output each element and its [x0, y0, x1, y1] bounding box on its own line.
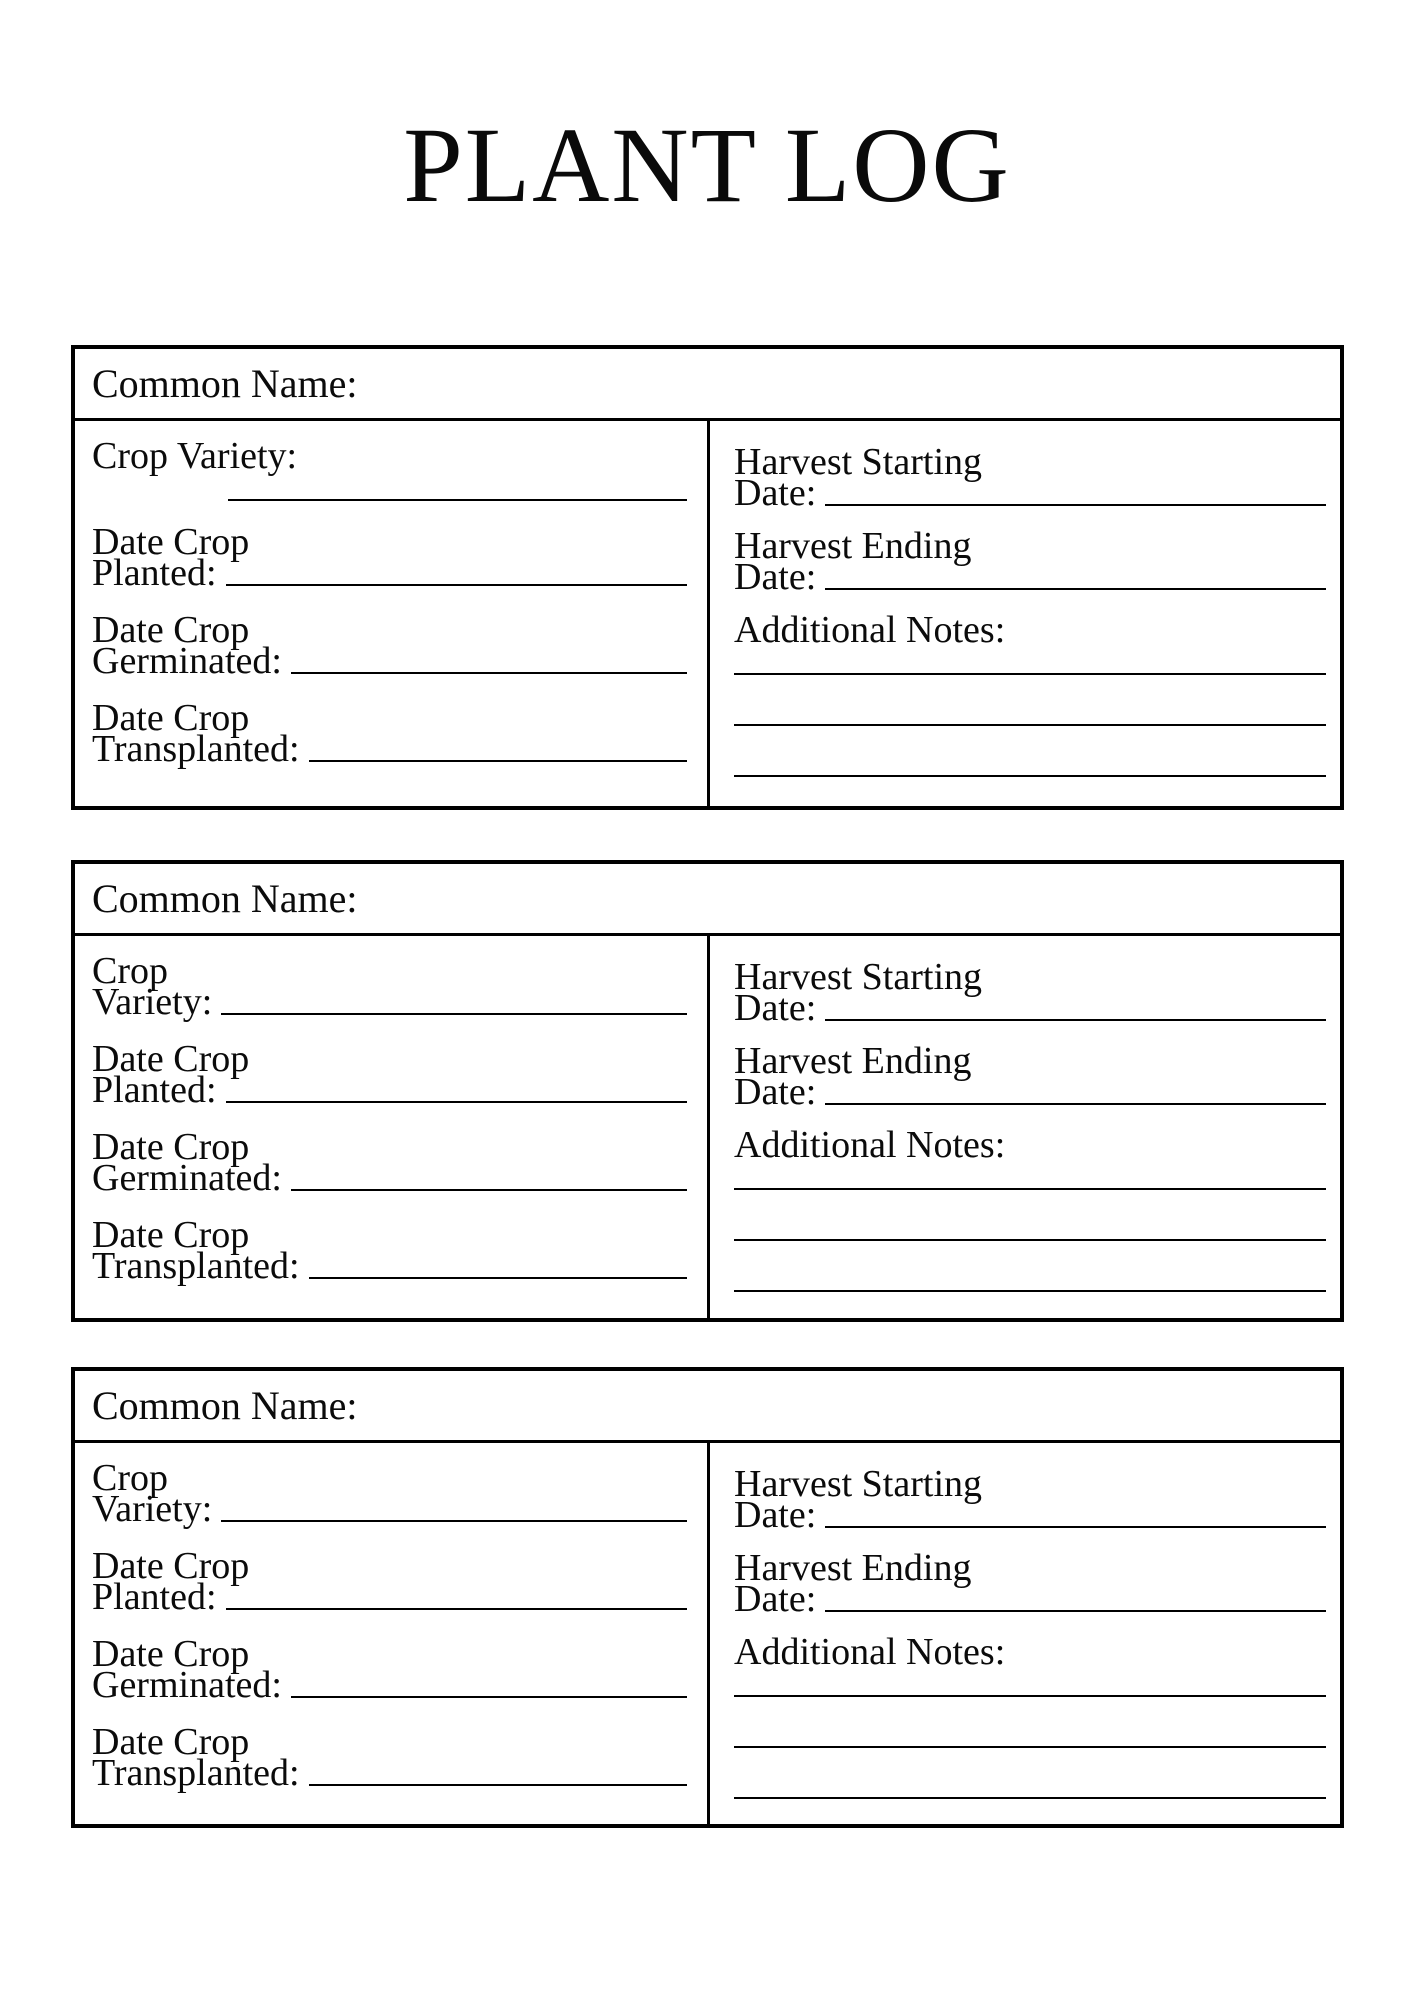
harvest-ending-label-line2: Date: [734, 1578, 817, 1620]
date-planted-label-line2: Planted: [92, 1576, 217, 1618]
additional-notes-input-line[interactable] [734, 1190, 1326, 1241]
harvest-starting-date-input-line[interactable] [825, 1526, 1326, 1528]
harvest-starting-field [734, 441, 1326, 514]
crop-variety-field [92, 1457, 687, 1530]
section-body [75, 421, 1340, 806]
harvest-starting-label-line1: Harvest Starting [734, 1463, 983, 1505]
harvest-starting-label-line1: Harvest Starting [734, 956, 983, 998]
date-transplanted-label-line2: Transplanted: [92, 1245, 300, 1287]
harvest-starting-date-input-line[interactable] [825, 1019, 1326, 1021]
date-germinated-field [92, 1126, 687, 1199]
crop-variety-input-line[interactable] [221, 1013, 687, 1015]
date-planted-input-line[interactable] [226, 1608, 687, 1610]
harvest-details-column [710, 1443, 1340, 1824]
date-germinated-input-line[interactable] [291, 1189, 687, 1191]
date-germinated-input-line[interactable] [291, 1696, 687, 1698]
date-germinated-label-line2: Germinated: [92, 1157, 282, 1199]
crop-variety-field [92, 435, 687, 501]
crop-variety-label-line2: Variety: [92, 981, 213, 1023]
page-title: PLANT LOG [403, 107, 1011, 225]
common-name-row [75, 349, 1340, 421]
date-transplanted-field [92, 697, 687, 770]
crop-details-column [75, 421, 710, 806]
plant-log-section-2 [71, 860, 1344, 1322]
date-transplanted-label-line2: Transplanted: [92, 1752, 300, 1794]
date-germinated-field [92, 609, 687, 682]
harvest-starting-date-input-line[interactable] [825, 504, 1326, 506]
additional-notes-field [734, 609, 1326, 777]
additional-notes-field [734, 1631, 1326, 1799]
date-transplanted-label-line2: Transplanted: [92, 728, 300, 770]
common-name-fill-space[interactable] [358, 864, 1320, 933]
date-transplanted-input-line[interactable] [309, 1784, 687, 1786]
date-transplanted-field [92, 1214, 687, 1287]
date-planted-label-line1: Date Crop [92, 1038, 250, 1080]
plant-log-section-3 [71, 1367, 1344, 1828]
harvest-ending-date-input-line[interactable] [825, 588, 1326, 590]
harvest-ending-field [734, 1040, 1326, 1113]
common-name-row [75, 1371, 1340, 1443]
date-planted-label-line1: Date Crop [92, 521, 250, 563]
common-name-label: Common Name: [92, 360, 358, 406]
date-transplanted-input-line[interactable] [309, 1277, 687, 1279]
additional-notes-input-line[interactable] [734, 1748, 1326, 1799]
date-germinated-label-line2: Germinated: [92, 1664, 282, 1706]
plant-log-section-1 [71, 345, 1344, 810]
additional-notes-input-line[interactable] [734, 675, 1326, 726]
crop-details-column [75, 936, 710, 1318]
date-planted-field [92, 1038, 687, 1111]
date-planted-field [92, 521, 687, 594]
common-name-fill-space[interactable] [358, 1371, 1320, 1440]
harvest-ending-field [734, 1547, 1326, 1620]
crop-details-column [75, 1443, 710, 1824]
date-germinated-label-line2: Germinated: [92, 640, 282, 682]
harvest-ending-label-line2: Date: [734, 556, 817, 598]
harvest-details-column [710, 421, 1340, 806]
additional-notes-label: Additional Notes: [734, 609, 1006, 651]
crop-variety-input-line[interactable] [228, 499, 687, 501]
common-name-label: Common Name: [92, 875, 358, 921]
additional-notes-label: Additional Notes: [734, 1631, 1006, 1673]
harvest-ending-date-input-line[interactable] [825, 1610, 1326, 1612]
date-transplanted-field [92, 1721, 687, 1794]
date-planted-label-line1: Date Crop [92, 1545, 250, 1587]
date-transplanted-label-line1: Date Crop [92, 697, 250, 739]
date-germinated-label-line1: Date Crop [92, 1633, 250, 1675]
crop-variety-label-line1: Crop [92, 1457, 168, 1499]
date-planted-label-line2: Planted: [92, 552, 217, 594]
section-body [75, 936, 1340, 1318]
additional-notes-input-line[interactable] [734, 1697, 1326, 1748]
date-transplanted-input-line[interactable] [309, 760, 687, 762]
date-planted-field [92, 1545, 687, 1618]
additional-notes-input-line[interactable] [734, 1241, 1326, 1292]
harvest-ending-label-line2: Date: [734, 1071, 817, 1113]
date-transplanted-label-line1: Date Crop [92, 1214, 250, 1256]
harvest-starting-label-line2: Date: [734, 987, 817, 1029]
date-planted-input-line[interactable] [226, 1101, 687, 1103]
crop-variety-label-line2: Variety: [92, 1488, 213, 1530]
crop-variety-input-line[interactable] [221, 1520, 687, 1522]
harvest-starting-label-line2: Date: [734, 1494, 817, 1536]
crop-variety-label: Crop Variety: [92, 435, 298, 477]
date-transplanted-label-line1: Date Crop [92, 1721, 250, 1763]
date-planted-label-line2: Planted: [92, 1069, 217, 1111]
crop-variety-label-line1: Crop [92, 950, 168, 992]
date-germinated-input-line[interactable] [291, 672, 687, 674]
additional-notes-input-line[interactable] [734, 726, 1326, 777]
harvest-starting-field [734, 956, 1326, 1029]
harvest-ending-date-input-line[interactable] [825, 1103, 1326, 1105]
harvest-starting-label-line2: Date: [734, 472, 817, 514]
harvest-starting-label-line1: Harvest Starting [734, 441, 983, 483]
date-planted-input-line[interactable] [226, 584, 687, 586]
common-name-fill-space[interactable] [358, 349, 1320, 418]
harvest-ending-label-line1: Harvest Ending [734, 1040, 972, 1082]
harvest-ending-field [734, 525, 1326, 598]
title-area [0, 107, 1414, 225]
crop-variety-field [92, 950, 687, 1023]
harvest-details-column [710, 936, 1340, 1318]
harvest-starting-field [734, 1463, 1326, 1536]
date-germinated-label-line1: Date Crop [92, 1126, 250, 1168]
date-germinated-label-line1: Date Crop [92, 609, 250, 651]
additional-notes-label: Additional Notes: [734, 1124, 1006, 1166]
common-name-row [75, 864, 1340, 936]
common-name-label: Common Name: [92, 1382, 358, 1428]
harvest-ending-label-line1: Harvest Ending [734, 525, 972, 567]
additional-notes-field [734, 1124, 1326, 1292]
date-germinated-field [92, 1633, 687, 1706]
section-body [75, 1443, 1340, 1824]
harvest-ending-label-line1: Harvest Ending [734, 1547, 972, 1589]
